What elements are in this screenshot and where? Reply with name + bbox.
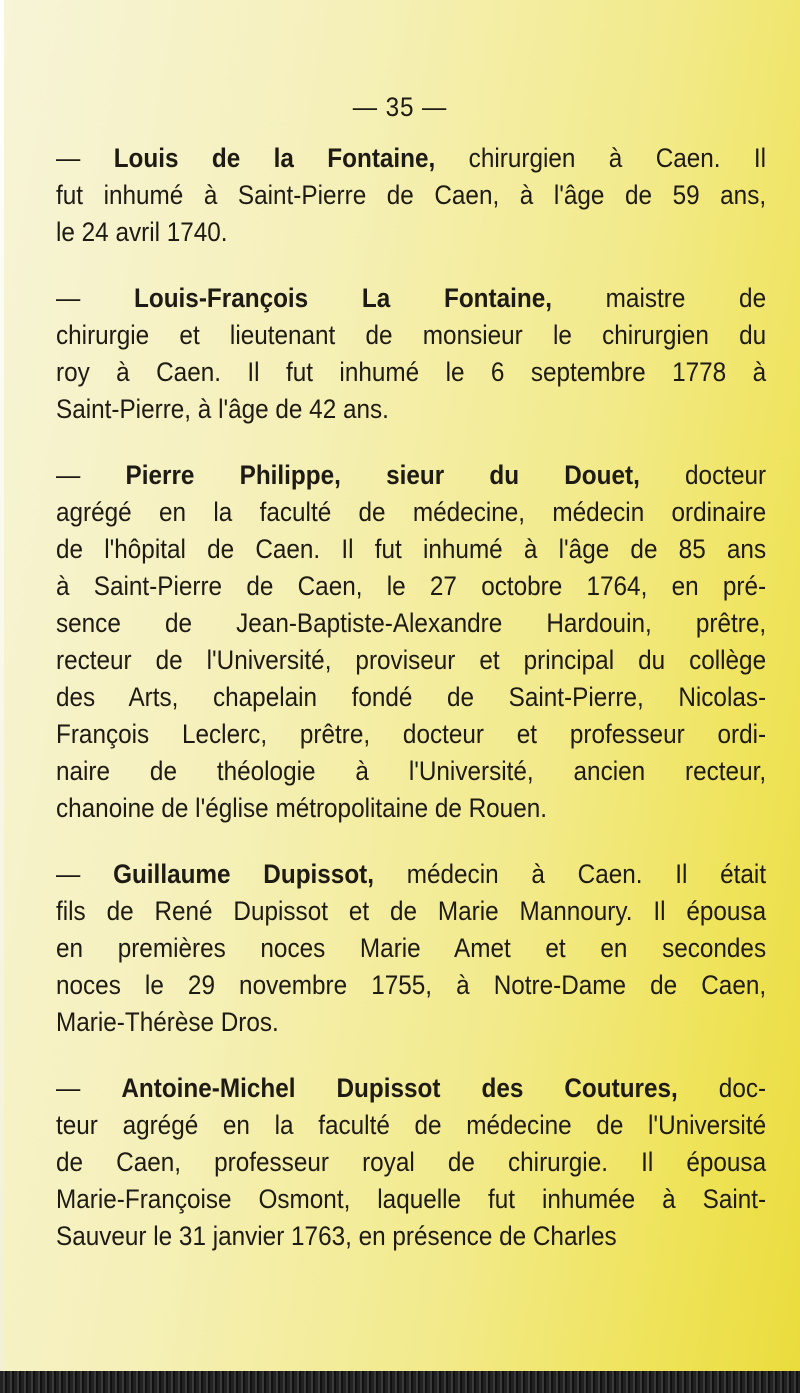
line-text: chanoine de l'église métropolitaine de Rouen. [56,793,547,823]
text-line [56,1181,766,1218]
line-text: Sauveur le 31 janvier 1763, en présence de Charles [56,1221,617,1251]
line-text: en premières noces Marie Amet et en secondes [56,933,767,963]
text-line [56,391,766,428]
text-line [56,1004,766,1041]
text-line [56,280,766,317]
line-text: médecin à Caen. Il était [374,859,767,889]
text-line [56,140,766,177]
line-text: sence de Jean-Baptiste-Alexandre Hardouin, prêtre, [56,608,767,638]
entry-paragraph [56,457,766,827]
text-line [56,568,766,605]
line-text: naire de théologie à l'Université, ancien recteur, [56,756,767,786]
entries-list [56,140,766,1284]
text-line [56,177,766,214]
entry-paragraph [56,1070,766,1255]
text-line [56,930,766,967]
text-line [56,967,766,1004]
entry-name: Louis de la Fontaine, [113,143,436,173]
line-text: de Caen, professeur royal de chirurgie. Il épousa [56,1147,767,1177]
text-line [56,893,766,930]
entry-dash: — [56,859,114,889]
text-line [56,856,766,893]
text-line [56,317,766,354]
page-number: — 35 — [352,92,448,122]
entry-name: Guillaume Dupissot, [113,859,375,889]
line-text: des Arts, chapelain fondé de Saint-Pierre, Nicolas- [56,682,767,712]
text-line [56,1107,766,1144]
line-text: maistre de [551,283,767,313]
line-text: Saint-Pierre, à l'âge de 42 ans. [56,394,389,424]
page-bottom-edge [0,1371,800,1393]
text-line [56,679,766,716]
entry-dash: — [56,143,114,173]
text-line [56,531,766,568]
entry-name: Pierre Philippe, sieur du Douet, [125,460,640,490]
line-text: Marie-Françoise Osmont, laquelle fut inhumée à Saint- [56,1184,767,1214]
text-line [56,605,766,642]
line-text: Marie-Thérèse Dros. [56,1007,279,1037]
line-text: docteur [639,460,767,490]
entry-dash: — [56,1073,122,1103]
text-line [56,1070,766,1107]
line-text: chirurgien à Caen. Il [435,143,767,173]
entry-paragraph [56,140,766,251]
text-line [56,1218,766,1255]
line-text: roy à Caen. Il fut inhumé le 6 septembre 1778 à [56,357,767,387]
text-line [56,494,766,531]
entry-paragraph [56,280,766,428]
line-text: le 24 avril 1740. [56,217,228,247]
line-text: à Saint-Pierre de Caen, le 27 octobre 1764, en pré- [56,571,767,601]
line-text: fils de René Dupissot et de Marie Mannoury. Il épousa [56,896,767,926]
line-text: noces le 29 novembre 1755, à Notre-Dame de Caen, [56,970,767,1000]
line-text: fut inhumé à Saint-Pierre de Caen, à l'âge de 59 ans, [56,180,767,210]
line-text: teur agrégé en la faculté de médecine de l'Université [56,1110,767,1140]
text-line [56,642,766,679]
text-line [56,716,766,753]
entry-paragraph [56,856,766,1041]
entry-dash: — [56,283,135,313]
text-line [56,753,766,790]
line-text: François Leclerc, prêtre, docteur et professeur ordi- [56,719,767,749]
line-text: chirurgie et lieutenant de monsieur le chirurgien du [56,320,767,350]
text-line [56,457,766,494]
entry-dash: — [56,460,126,490]
entry-name: Louis-François La Fontaine, [134,283,552,313]
page-edge [0,0,4,1393]
line-text: doc- [677,1073,767,1103]
line-text: recteur de l'Université, proviseur et principal du collège [56,645,767,675]
text-line [56,354,766,391]
line-text: de l'hôpital de Caen. Il fut inhumé à l'âge de 85 ans [56,534,767,564]
text-line [56,790,766,827]
text-line [56,1144,766,1181]
entry-name: Antoine-Michel Dupissot des Coutures, [121,1073,678,1103]
line-text: agrégé en la faculté de médecine, médecin ordinaire [56,497,767,527]
text-line [56,214,766,251]
